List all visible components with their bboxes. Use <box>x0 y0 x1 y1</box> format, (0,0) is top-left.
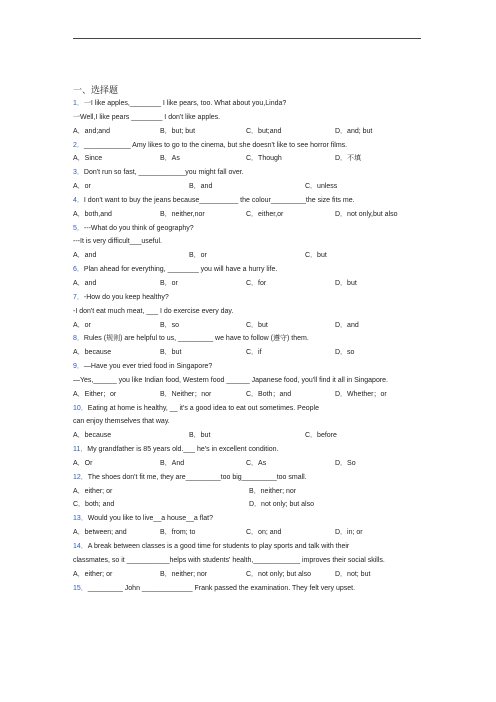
question-line <box>73 554 425 568</box>
options-row <box>73 277 425 291</box>
answer-option[interactable]: C．unless <box>305 183 338 191</box>
options-row <box>73 429 425 443</box>
question-text: _________ John _____________ Frank passed the examination. They felt very upset. <box>87 584 356 592</box>
question-text: ____________ Amy likes to go to the cinema, but she doesn't like to see horror films. <box>83 141 348 149</box>
question-number: 5． <box>73 224 84 232</box>
question-number: 11． <box>73 446 88 454</box>
answer-option[interactable]: D．Whether；or <box>335 390 387 398</box>
options-row <box>73 346 425 360</box>
answer-option[interactable]: B．but; but <box>160 127 196 135</box>
answer-option[interactable]: B．And <box>160 459 185 467</box>
options-row <box>73 498 425 512</box>
answer-option[interactable]: B．and <box>189 183 213 191</box>
question-line <box>73 415 425 429</box>
question-number: 4． <box>73 196 84 204</box>
answer-option[interactable]: A．and <box>73 279 97 287</box>
answer-option[interactable]: B．Neither；nor <box>160 390 212 398</box>
answer-option[interactable]: A．Or <box>73 459 93 467</box>
answer-option[interactable]: B．or <box>189 252 207 260</box>
answer-option[interactable]: A．both,and <box>73 210 112 218</box>
answer-option[interactable]: D．in; or <box>335 529 363 537</box>
question-line <box>73 540 425 554</box>
question-number: 9． <box>73 363 84 371</box>
question-text: I don't want to buy the jeans because__________ the colour_________the size fits me. <box>83 196 355 204</box>
answer-option[interactable]: D．not; but <box>335 570 371 578</box>
answer-option[interactable]: C．As <box>246 459 267 467</box>
answer-option[interactable]: B．but <box>160 349 182 357</box>
answer-option[interactable]: D．not only; but also <box>249 501 314 509</box>
question-line <box>73 97 425 111</box>
options-row <box>73 485 425 499</box>
answer-option[interactable]: D．不填 <box>335 155 362 163</box>
question-line <box>73 374 425 388</box>
question-text: -How do you keep healthy? <box>83 293 169 301</box>
answer-option[interactable]: D．but <box>335 279 357 287</box>
question-line <box>73 305 425 319</box>
answer-option[interactable]: A．or <box>73 183 91 191</box>
answer-option[interactable]: C．either,or <box>246 210 284 218</box>
question-text: My grandfather is 85 years old.___ he's in excellent condition. <box>87 446 279 454</box>
question-line <box>73 111 425 125</box>
question-text: -I don't eat much meat, ___ I do exercise every day. <box>73 307 234 315</box>
question-line <box>73 443 425 457</box>
answer-option[interactable]: A．either; or <box>73 487 113 495</box>
question-text: can enjoy themselves that way. <box>73 418 170 426</box>
answer-option[interactable]: A．because <box>73 432 112 440</box>
question-line <box>73 166 425 180</box>
options-row <box>73 526 425 540</box>
question-line <box>73 582 425 596</box>
options-row <box>73 457 425 471</box>
answer-option[interactable]: C．for <box>246 279 267 287</box>
question-number: 15． <box>73 584 88 592</box>
question-number: 3． <box>73 169 84 177</box>
answer-option[interactable]: A．and <box>73 252 97 260</box>
answer-option[interactable]: B．neither; nor <box>160 570 208 578</box>
options-row <box>73 388 425 402</box>
question-line <box>73 222 425 236</box>
answer-option[interactable]: D．so <box>335 349 355 357</box>
question-line <box>73 291 425 305</box>
answer-option[interactable]: C．Though <box>246 155 282 163</box>
question-line <box>73 235 425 249</box>
question-line <box>73 263 425 277</box>
answer-option[interactable]: C．on; and <box>246 529 282 537</box>
question-text: A break between classes is a good time for students to play sports and talk with their <box>87 543 350 550</box>
answer-option[interactable]: B．neither; nor <box>249 487 297 495</box>
question-list <box>73 97 425 595</box>
question-text: ---What do you think of geography? <box>83 224 194 232</box>
question-text: 一Well,I like pears ________ I don't like apples. <box>73 113 221 121</box>
question-line <box>73 512 425 526</box>
answer-option[interactable]: D．and <box>335 321 359 329</box>
answer-option[interactable]: A．between; and <box>73 529 127 537</box>
answer-option[interactable]: D．So <box>335 459 356 467</box>
options-row <box>73 568 425 582</box>
answer-option[interactable]: C．if <box>246 349 262 357</box>
options-row <box>73 319 425 333</box>
answer-option[interactable]: B．or <box>160 279 178 287</box>
options-row <box>73 249 425 263</box>
question-line <box>73 471 425 485</box>
question-number: 8． <box>73 335 84 343</box>
answer-option[interactable]: D．and; but <box>335 127 373 135</box>
answer-option[interactable]: A．either; or <box>73 570 113 578</box>
question-line <box>73 139 425 153</box>
question-text: Eating at home is healthy, __ it's a good idea to eat out sometimes. People <box>87 404 319 412</box>
answer-option[interactable]: C．both; and <box>73 501 115 509</box>
answer-option[interactable]: C．not only; but also <box>246 570 311 578</box>
answer-option[interactable]: B．so <box>160 321 180 329</box>
question-number: 6． <box>73 266 84 274</box>
answer-option[interactable]: A．and;and <box>73 127 110 135</box>
answer-option[interactable]: B．but <box>189 432 211 440</box>
question-line <box>73 332 425 346</box>
answer-option[interactable]: C．Both；and <box>246 390 292 398</box>
question-text: —Have you ever tried food in Singapore? <box>83 363 213 371</box>
options-row <box>73 208 425 222</box>
answer-option[interactable]: C．but;and <box>246 127 282 135</box>
question-text: 一I like apples,________ I like pears, too. What about you,Linda? <box>83 100 287 107</box>
answer-option[interactable]: C．but <box>246 321 268 329</box>
options-row <box>73 125 425 139</box>
question-line <box>73 194 425 208</box>
question-text: Would you like to live__a house__a flat? <box>87 515 213 523</box>
answer-option[interactable]: A．or <box>73 321 91 329</box>
question-number: 2． <box>73 141 84 149</box>
question-line <box>73 360 425 374</box>
question-number: 1． <box>73 100 84 107</box>
answer-option[interactable]: C．but <box>305 252 327 260</box>
question-number: 13． <box>73 515 88 523</box>
question-number: 14． <box>73 543 88 550</box>
answer-option[interactable]: A．because <box>73 349 112 357</box>
question-text: —Yes,______ you like Indian food, Western food ______ Japanese food, you'll find it all in Singapore. <box>73 376 388 384</box>
header-rule <box>73 38 421 39</box>
answer-option[interactable]: A．Since <box>73 155 103 163</box>
question-number: 12． <box>73 473 88 481</box>
options-row <box>73 180 425 194</box>
question-number: 7． <box>73 293 84 301</box>
question-text: Don't run so fast, ____________you might fall over. <box>83 169 244 177</box>
question-text: classmates, so it ___________helps with students' health,____________ improves their social skills. <box>73 556 385 564</box>
options-row <box>73 152 425 166</box>
question-text: Rules (规则) are helpful to us, _________ we have to follow (遵守) them. <box>83 335 309 343</box>
answer-option[interactable]: C．before <box>305 432 337 440</box>
question-text: The shoes don't fit me, they are_________too big_________too small. <box>87 473 307 481</box>
answer-option[interactable]: B．neither,nor <box>160 210 205 218</box>
question-line <box>73 402 425 416</box>
answer-option[interactable]: B．from; to <box>160 529 196 537</box>
question-text: Plan ahead for everything, ________ you will have a hurry life. <box>83 266 278 274</box>
answer-option[interactable]: B．As <box>160 155 180 163</box>
answer-option[interactable]: D．not only,but also <box>335 210 398 218</box>
section-title: 一、选择题 <box>73 85 119 95</box>
question-number: 10． <box>73 404 88 412</box>
answer-option[interactable]: A．Either；or <box>73 390 117 398</box>
question-text: ---It is very difficult___useful. <box>73 238 162 246</box>
